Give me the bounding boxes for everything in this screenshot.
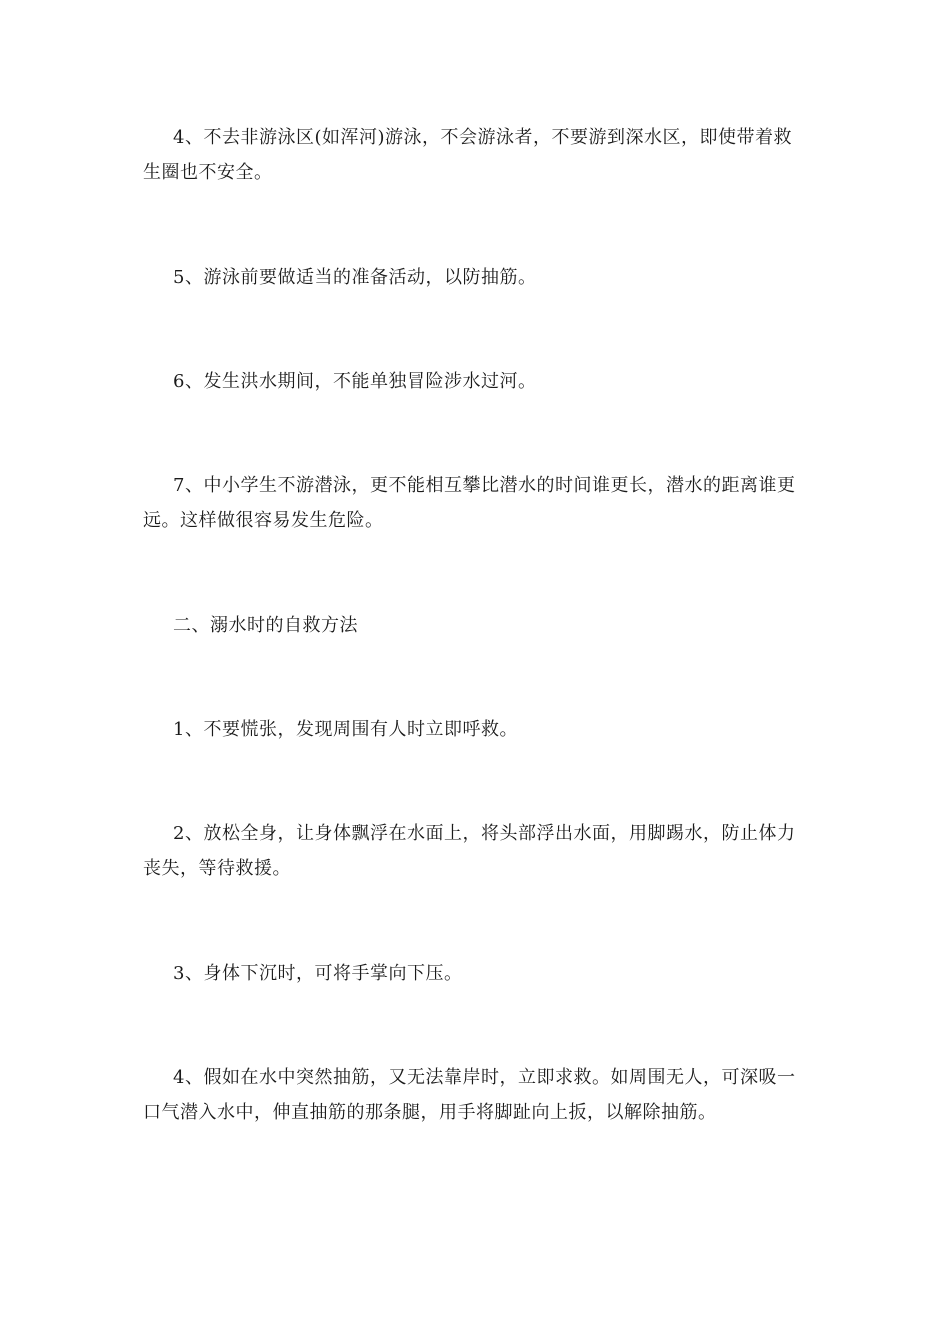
section-heading-self-rescue: 二、溺水时的自救方法: [173, 615, 358, 636]
paragraph-rescue-3: 3、身体下沉时，可将手掌向下压。: [173, 963, 463, 984]
paragraph-rule-4: 4、不去非游泳区(如浑河)游泳，不会游泳者，不要游到深水区，即使带着救生圈也不安全。: [143, 127, 792, 183]
paragraph-rule-7: 7、中小学生不游潜泳，更不能相互攀比潜水的时间谁更长，潜水的距离谁更远。这样做很容易发生危险。: [143, 475, 796, 531]
paragraph-rescue-2: 2、放松全身，让身体飘浮在水面上，将头部浮出水面，用脚踢水，防止体力丧失，等待救援。: [143, 823, 796, 879]
paragraph-rescue-1: 1、不要慌张，发现周围有人时立即呼救。: [173, 719, 518, 740]
paragraph-rule-6: 6、发生洪水期间，不能单独冒险涉水过河。: [173, 371, 537, 392]
paragraph-rule-5: 5、游泳前要做适当的准备活动，以防抽筋。: [173, 267, 537, 288]
paragraph-rescue-4: 4、假如在水中突然抽筋，又无法靠岸时，立即求救。如周围无人，可深吸一口气潜入水中，伸直抽筋的那条腿，用手将脚趾向上扳，以解除抽筋。: [143, 1067, 796, 1123]
